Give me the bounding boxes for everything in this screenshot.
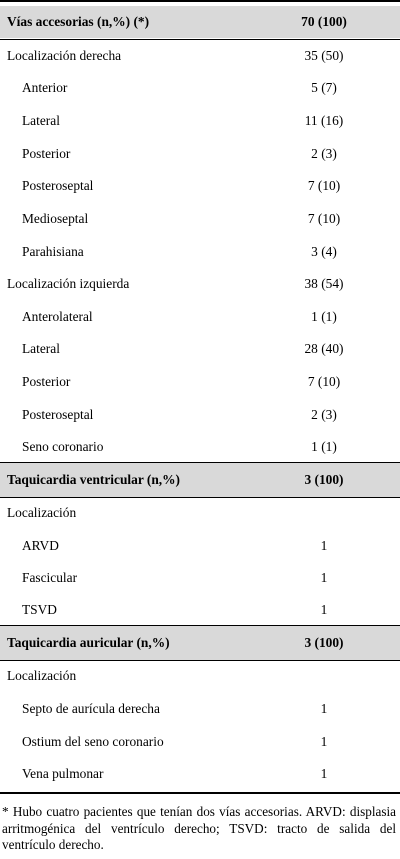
table-row	[0, 399, 400, 431]
row-value: 70 (100)	[301, 14, 347, 29]
row-value: 11 (16)	[304, 113, 344, 128]
row-label: Localización izquierda	[7, 276, 130, 291]
bottom-rule	[0, 792, 400, 794]
row-label: Taquicardia ventricular (n,%)	[7, 472, 180, 487]
row-value: 1	[320, 570, 328, 585]
table-row	[0, 72, 400, 104]
row-value: 38 (54)	[304, 276, 344, 291]
row-label: Anterior	[22, 80, 68, 95]
row-label: Seno coronario	[22, 439, 104, 454]
table-row	[0, 758, 400, 790]
row-value: 1	[320, 538, 328, 553]
table-row	[0, 203, 400, 235]
row-label: Fascicular	[22, 570, 78, 585]
table-row	[0, 366, 400, 398]
row-value: 7 (10)	[307, 211, 341, 226]
row-label: Posteroseptal	[22, 178, 94, 193]
top-rule	[0, 0, 400, 2]
table-row	[0, 594, 400, 626]
row-value: 2 (3)	[311, 146, 337, 161]
row-label: Localización	[7, 505, 77, 520]
table-row	[0, 268, 400, 300]
row-value: 3 (100)	[304, 472, 344, 487]
row-label: Posterior	[22, 374, 71, 389]
table-row-header-ventricular-tachycardia	[0, 463, 400, 497]
row-label: Medioseptal	[22, 211, 89, 226]
row-label: Localización derecha	[7, 48, 122, 63]
table-row	[0, 236, 400, 268]
row-value: 1 (1)	[311, 309, 337, 324]
row-label: ARVD	[22, 538, 59, 553]
table-row	[0, 726, 400, 758]
row-value: 1 (1)	[311, 439, 337, 454]
row-value: 7 (10)	[307, 178, 341, 193]
row-value: 3 (100)	[304, 635, 344, 650]
row-value: 1	[320, 602, 328, 617]
table-row	[0, 530, 400, 562]
table-row	[0, 562, 400, 594]
row-value: 3 (4)	[311, 244, 337, 259]
row-label: Parahisiana	[22, 244, 84, 259]
table-row	[0, 40, 400, 72]
table-row	[0, 693, 400, 725]
row-value: 5 (7)	[311, 80, 337, 95]
table-row-header-atrial-tachycardia	[0, 626, 400, 660]
row-label: Vías accesorias (n,%) (*)	[7, 14, 150, 29]
row-value: 1	[320, 766, 328, 781]
row-label: TSVD	[22, 602, 57, 617]
table-row	[0, 301, 400, 333]
row-label: Ostium del seno coronario	[22, 734, 164, 749]
table-row	[0, 431, 400, 463]
row-label: Taquicardia auricular (n,%)	[7, 635, 170, 650]
table-row	[0, 105, 400, 137]
table-row	[0, 170, 400, 202]
row-label: Posterior	[22, 146, 71, 161]
table-row	[0, 333, 400, 365]
row-value: 1	[320, 734, 328, 749]
table-row	[0, 660, 400, 692]
row-label: Localización	[7, 668, 77, 683]
table-row-header-accessory-pathways	[0, 6, 400, 38]
row-value: 7 (10)	[307, 374, 341, 389]
table-footnote: * Hubo cuatro pacientes que tenían dos vías accesorias. ARVD: displasia arritmogénica del ventrículo derecho; TSVD: tracto de salida del ventrículo derecho.	[2, 804, 396, 852]
row-label: Septo de aurícula derecha	[22, 701, 160, 716]
row-value: 28 (40)	[304, 341, 344, 356]
row-label: Lateral	[22, 113, 60, 128]
row-label: Anterolateral	[22, 309, 93, 324]
row-label: Vena pulmonar	[22, 766, 104, 781]
row-value: 35 (50)	[304, 48, 344, 63]
table-row	[0, 138, 400, 170]
row-label: Lateral	[22, 341, 60, 356]
row-value: 1	[320, 701, 328, 716]
table-row	[0, 497, 400, 529]
row-label: Posteroseptal	[22, 407, 94, 422]
row-value: 2 (3)	[311, 407, 337, 422]
